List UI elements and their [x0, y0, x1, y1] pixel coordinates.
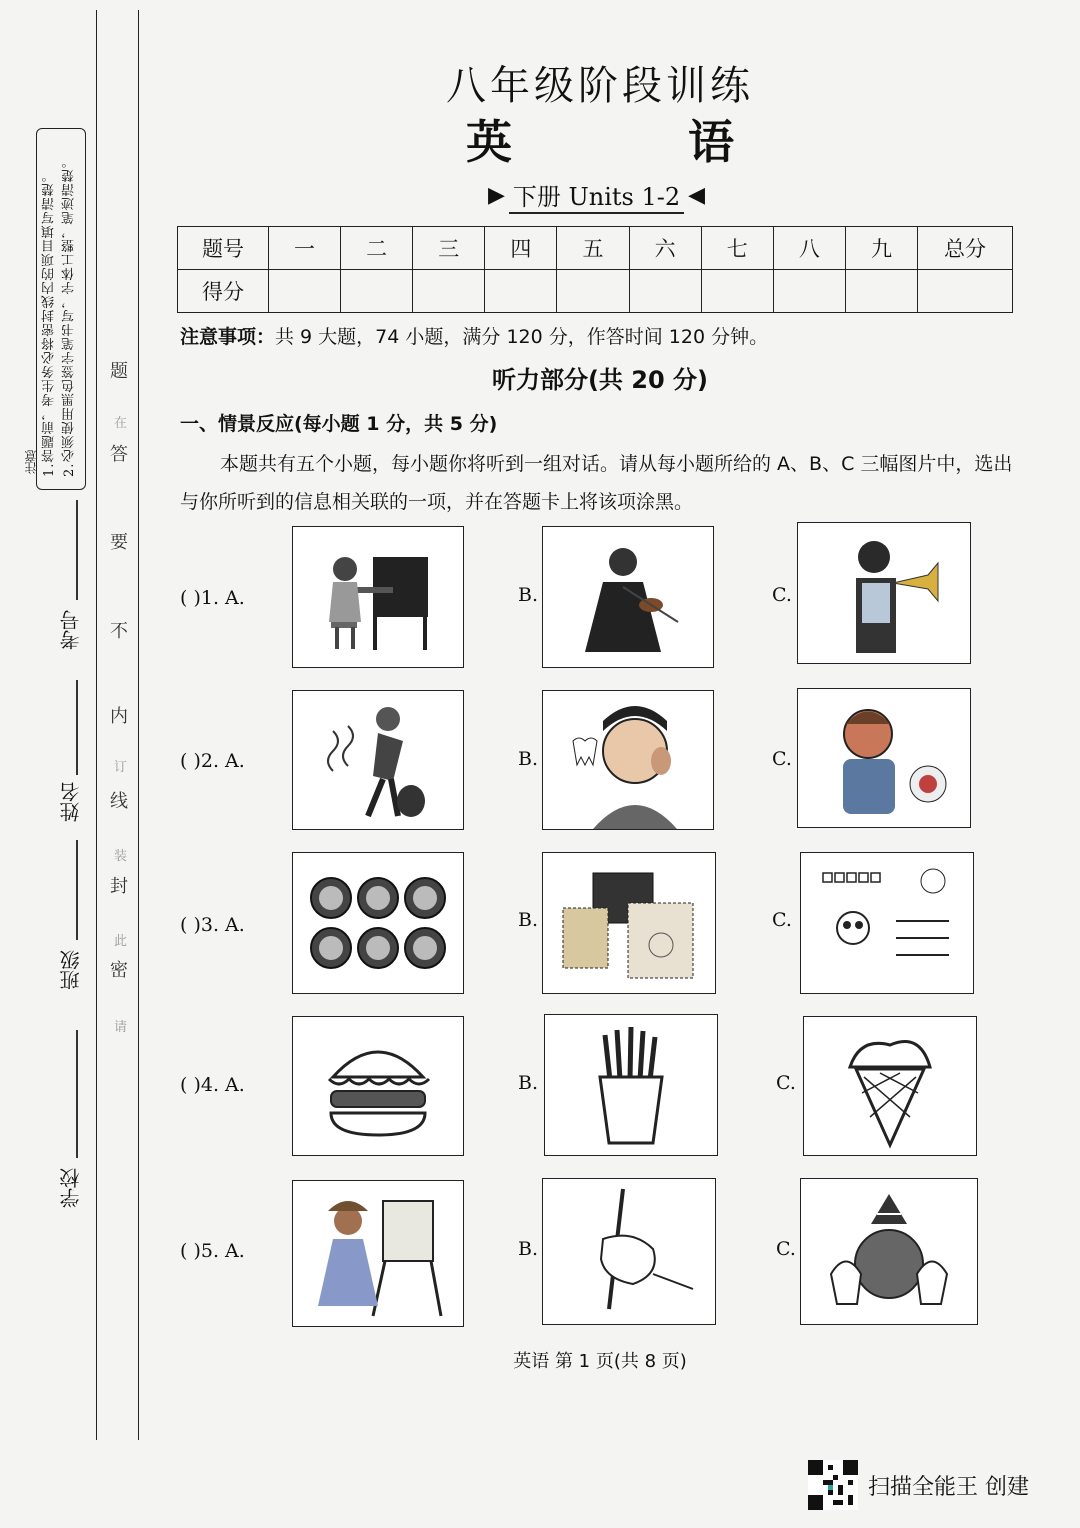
option-b-label: B. — [518, 909, 539, 931]
question-2 — [0, 688, 1080, 838]
option-c-ice-cream-picture[interactable] — [803, 1016, 977, 1156]
option-b-label: B. — [518, 1238, 539, 1260]
option-b-label: B. — [518, 1072, 539, 1094]
score-cell[interactable] — [629, 270, 701, 313]
seal-word-7: 封 — [110, 876, 128, 897]
option-b-fries-picture[interactable] — [544, 1014, 718, 1156]
question-5 — [0, 1178, 1080, 1328]
score-cell[interactable] — [269, 270, 341, 313]
seal-word-1: 题 — [110, 361, 128, 382]
question-number: ( )1. A. — [180, 587, 245, 609]
notice-line-1: 1.答题前，考生务必将密封线内的项目填写清楚。 — [42, 168, 57, 477]
option-b-label: B. — [518, 584, 539, 606]
seal-faint-3: 装 — [114, 849, 128, 864]
score-table — [177, 226, 1013, 313]
seal-word-6: 线 — [110, 791, 128, 812]
score-header-cell: 总分 — [918, 227, 1013, 270]
score-cell[interactable] — [557, 270, 629, 313]
left-triangle-icon: ◀ — [688, 183, 706, 208]
option-c-label: C. — [776, 1238, 796, 1260]
seal-word-5: 内 — [110, 706, 128, 727]
side-field-exam-number: 考号 — [59, 610, 83, 650]
option-b-label: B. — [518, 748, 539, 770]
option-a-backache-picture[interactable] — [292, 690, 464, 830]
score-cell[interactable] — [773, 270, 845, 313]
seal-word-3: 要 — [110, 532, 128, 553]
option-a-hamburger-picture[interactable] — [292, 1016, 464, 1156]
option-a-painting-picture[interactable] — [292, 1180, 464, 1327]
score-table-score-row — [178, 270, 1013, 313]
question-4 — [0, 1014, 1080, 1164]
option-b-violin-picture[interactable] — [542, 526, 714, 668]
scanner-text: 扫描全能王 创建 — [868, 1474, 1029, 1500]
exam-title: 八年级阶段训练 — [446, 63, 754, 109]
seal-faint-4: 此 — [114, 934, 128, 949]
side-field-name: 姓名 — [59, 782, 83, 822]
score-header-cell: 二 — [341, 227, 413, 270]
score-cell[interactable] — [413, 270, 485, 313]
option-c-label: C. — [772, 748, 792, 770]
score-cell[interactable] — [845, 270, 917, 313]
units-banner — [488, 177, 705, 214]
side-field-class: 班级 — [59, 950, 83, 990]
option-a-coins-picture[interactable] — [292, 852, 464, 994]
score-header-cell: 题号 — [178, 227, 269, 270]
units-text: 下册 Units 1-2 — [509, 177, 684, 214]
listening-section-title: 听力部分(共 20 分) — [491, 366, 709, 394]
score-header-cell: 一 — [269, 227, 341, 270]
part1-heading: 一、情景反应(每小题 1 分，共 5 分) — [180, 413, 498, 435]
notice-label: 注意 — [24, 450, 38, 474]
option-c-label: C. — [776, 1072, 796, 1094]
option-c-trumpet-picture[interactable] — [797, 522, 971, 664]
score-header-cell: 四 — [485, 227, 557, 270]
part1-instructions: 本题共有五个小题，每小题你将听到一组对话。请从每小题所给的 A、B、C 三幅图片中，选出与你所听到的信息相关联的一项，并在答题卡上将该项涂黑。 — [180, 453, 1013, 513]
right-triangle-icon: ▶ — [488, 183, 505, 208]
seal-faint-1: 在 — [114, 416, 128, 431]
question-1 — [0, 522, 1080, 672]
score-cell[interactable] — [485, 270, 557, 313]
question-number: ( )4. A. — [180, 1074, 245, 1096]
option-c-stomachache-picture[interactable] — [797, 688, 971, 828]
score-cell[interactable] — [918, 270, 1013, 313]
seal-word-8: 密 — [110, 960, 128, 981]
seal-faint-2: 订 — [114, 760, 128, 775]
score-header-cell: 五 — [557, 227, 629, 270]
exam-subject: 英 语 — [465, 115, 814, 169]
notice-line-2: 2.必须使用黑色签字笔书写，字体工整，笔迹清楚。 — [62, 154, 77, 477]
notes-label: 注意事项： — [180, 326, 276, 348]
option-b-stamps-picture[interactable] — [542, 852, 716, 994]
side-field-school: 学校 — [59, 1168, 83, 1208]
page-footer: 英语 第 1 页(共 8 页) — [513, 1351, 687, 1372]
option-b-writing-picture[interactable] — [542, 1178, 716, 1325]
score-cell[interactable] — [341, 270, 413, 313]
score-header-cell: 八 — [773, 227, 845, 270]
seal-word-2: 答 — [110, 444, 128, 465]
score-table-header-row — [178, 227, 1013, 270]
option-b-toothache-picture[interactable] — [542, 690, 714, 830]
qr-code-icon — [808, 1460, 858, 1510]
question-number: ( )5. A. — [180, 1240, 245, 1262]
notice-box — [36, 128, 86, 490]
option-a-piano-picture[interactable] — [292, 526, 464, 668]
scanner-watermark — [808, 1460, 1029, 1510]
question-number: ( )3. A. — [180, 914, 245, 936]
option-c-label: C. — [772, 909, 792, 931]
notes — [180, 322, 768, 349]
seal-faint-5: 请 — [114, 1020, 128, 1035]
score-header-cell: 九 — [845, 227, 917, 270]
question-3 — [0, 852, 1080, 1002]
seal-word-4: 不 — [110, 621, 128, 642]
score-header-cell: 七 — [701, 227, 773, 270]
option-c-craft-picture[interactable] — [800, 1178, 978, 1325]
question-number: ( )2. A. — [180, 750, 245, 772]
option-c-label: C. — [772, 584, 792, 606]
score-header-cell: 三 — [413, 227, 485, 270]
score-header-cell: 六 — [629, 227, 701, 270]
score-row-label: 得分 — [178, 270, 269, 313]
notes-text: 共 9 大题，74 小题，满分 120 分，作答时间 120 分钟。 — [275, 326, 769, 348]
score-cell[interactable] — [701, 270, 773, 313]
option-c-postcard-picture[interactable] — [800, 852, 974, 994]
